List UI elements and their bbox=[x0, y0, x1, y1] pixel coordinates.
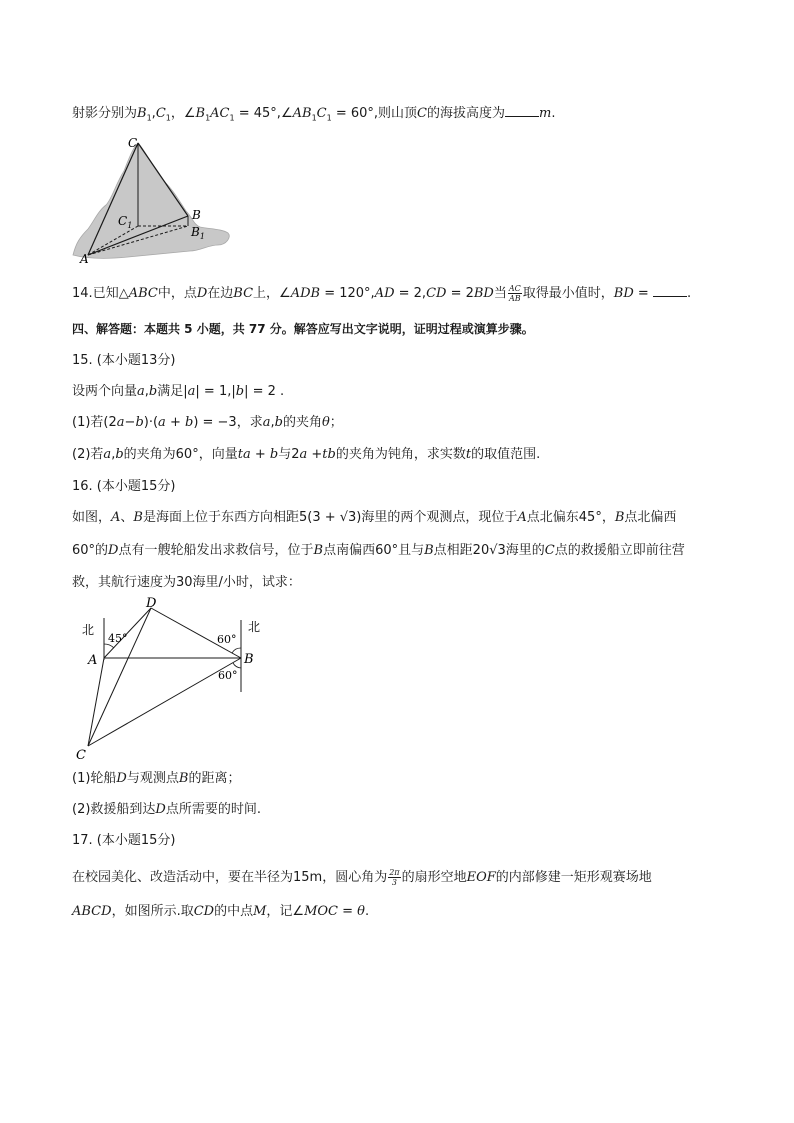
math: CD bbox=[193, 904, 215, 919]
text: = 45°,∠ bbox=[234, 106, 293, 121]
text: 的中点 bbox=[214, 904, 254, 919]
text: 的夹角为60°，向量 bbox=[123, 447, 238, 462]
label-B1-sub: 1 bbox=[199, 232, 205, 241]
math: B bbox=[137, 106, 147, 121]
math: BD bbox=[613, 286, 634, 301]
subscript: 1 bbox=[205, 113, 211, 123]
text: 点所需要的时间. bbox=[165, 802, 261, 817]
q15-line2 bbox=[72, 414, 343, 432]
text: . bbox=[551, 106, 556, 121]
label-C: C bbox=[76, 748, 86, 762]
q16-sub1 bbox=[72, 770, 240, 788]
text: 在边 bbox=[207, 286, 234, 301]
angle-label-60-bottom: 60° bbox=[218, 669, 238, 682]
text: 的夹角为钝角，求实数 bbox=[335, 447, 466, 462]
text: + bbox=[307, 447, 323, 462]
text: ，如图所示.取 bbox=[111, 904, 194, 919]
text: = 2 bbox=[446, 286, 474, 301]
q15-line1 bbox=[72, 383, 284, 401]
math: A bbox=[517, 510, 527, 525]
math: θ bbox=[321, 415, 330, 430]
text: 在校园美化、改造活动中，要在半径为15m，圆心角为 bbox=[72, 870, 388, 885]
q16-line3: 救，其航行速度为30海里/小时，试求： bbox=[72, 575, 301, 590]
label-B1-main: B bbox=[191, 225, 200, 239]
math: AD bbox=[374, 286, 395, 301]
text: ，记∠ bbox=[266, 904, 305, 919]
text: 的夹角 bbox=[282, 415, 322, 430]
subscript: 1 bbox=[326, 113, 332, 123]
fraction-denominator: AB bbox=[509, 294, 521, 303]
text: (1)轮船 bbox=[72, 771, 117, 786]
math: AC bbox=[210, 106, 230, 121]
text: 点相距20√3海里的 bbox=[433, 543, 545, 558]
label-D: D bbox=[146, 596, 157, 611]
math: MOC bbox=[304, 904, 338, 919]
text: ； bbox=[329, 415, 343, 430]
vector-b: b bbox=[235, 384, 245, 399]
math: M bbox=[253, 904, 267, 919]
text: ) = −3，求 bbox=[193, 415, 263, 430]
text: = bbox=[337, 904, 358, 919]
north-label-B: 北 bbox=[248, 620, 261, 634]
math: EOF bbox=[466, 870, 496, 885]
vector-a: a bbox=[137, 384, 145, 399]
math: B bbox=[195, 106, 206, 121]
text: + bbox=[250, 447, 270, 462]
q16-line2 bbox=[72, 542, 685, 560]
mountain-shape bbox=[73, 143, 229, 258]
math: t bbox=[322, 447, 328, 462]
fraction-numerator: AC bbox=[508, 284, 521, 293]
math: B bbox=[133, 510, 143, 525]
text: (2)若 bbox=[72, 447, 104, 462]
vector-a: a bbox=[158, 415, 166, 430]
text: 点有一艘轮船发出求救信号，位于 bbox=[118, 543, 314, 558]
fraction-ac-ab bbox=[508, 284, 522, 303]
vector-b: b bbox=[135, 415, 144, 430]
text: 满足| bbox=[157, 384, 188, 399]
math: BD bbox=[473, 286, 494, 301]
math: C bbox=[155, 106, 166, 121]
vector-b: b bbox=[269, 447, 279, 462]
math: BC bbox=[233, 286, 254, 301]
text: = 60°,则山顶 bbox=[331, 106, 418, 121]
mountain-figure bbox=[68, 133, 238, 265]
q14-line bbox=[72, 284, 691, 303]
text: . bbox=[686, 286, 692, 301]
vector-a: a bbox=[242, 447, 251, 462]
text: + bbox=[165, 415, 185, 430]
vector-a: a bbox=[187, 384, 196, 399]
text: 取得最小值时， bbox=[522, 286, 614, 301]
text: 点北偏东45°， bbox=[526, 510, 615, 525]
angle-arc-B-top bbox=[232, 648, 241, 653]
subscript: 1 bbox=[229, 113, 235, 123]
segment-CD bbox=[88, 608, 151, 746]
math: D bbox=[108, 543, 119, 558]
angle-label-60-top: 60° bbox=[217, 633, 237, 646]
vector-b: b bbox=[274, 415, 283, 430]
answer-blank bbox=[653, 284, 687, 297]
math: C bbox=[316, 106, 327, 121]
label-A: A bbox=[80, 252, 89, 265]
label-C1-sub: 1 bbox=[127, 221, 133, 230]
text: = 120°, bbox=[320, 286, 375, 301]
vector-a: a bbox=[116, 415, 125, 430]
north-label-A: 北 bbox=[82, 623, 95, 637]
text: | = 1,| bbox=[195, 384, 236, 399]
fraction-numerator: 2π bbox=[389, 868, 400, 877]
q16-heading: 16. (本小题15分) bbox=[72, 479, 176, 494]
subscript: 1 bbox=[311, 113, 317, 123]
label-A: A bbox=[88, 653, 98, 668]
q17-line2 bbox=[72, 903, 369, 921]
vector-a: a bbox=[103, 447, 112, 462]
text: 的海拔高度为 bbox=[427, 106, 506, 121]
math: B bbox=[178, 771, 189, 786]
vector-b: b bbox=[148, 384, 158, 399]
text: − bbox=[124, 415, 136, 430]
text: , bbox=[144, 384, 149, 399]
vector-a: a bbox=[299, 447, 308, 462]
vector-b: b bbox=[327, 447, 336, 462]
vector-b: b bbox=[184, 415, 194, 430]
text: )·( bbox=[143, 415, 159, 430]
math: ABC bbox=[128, 286, 158, 301]
math: CD bbox=[426, 286, 447, 301]
label-B: B bbox=[244, 652, 254, 667]
subscript: 1 bbox=[146, 113, 152, 123]
text: 与2 bbox=[278, 447, 300, 462]
text: 射影分别为 bbox=[72, 106, 138, 121]
text: (1)若(2 bbox=[72, 415, 117, 430]
q16-line1 bbox=[72, 509, 676, 527]
math: B bbox=[614, 510, 625, 525]
math: A bbox=[111, 510, 121, 525]
math: C bbox=[417, 106, 427, 121]
text: = bbox=[633, 286, 653, 301]
text: 如图， bbox=[72, 510, 112, 525]
text: , bbox=[111, 447, 116, 462]
text: 的内部修建一矩形观赛场地 bbox=[495, 870, 652, 885]
text: (2)救援船到达 bbox=[72, 802, 156, 817]
text: , bbox=[270, 415, 275, 430]
math: ABCD bbox=[72, 904, 112, 919]
navigation-figure bbox=[76, 594, 276, 762]
answer-blank bbox=[505, 104, 539, 117]
math: B bbox=[424, 543, 434, 558]
q17-line1 bbox=[72, 868, 652, 887]
text: 点北偏西 bbox=[624, 510, 677, 525]
math: AB bbox=[292, 106, 312, 121]
text: 的扇形空地 bbox=[401, 870, 467, 885]
fraction-denominator: 3 bbox=[391, 878, 397, 887]
q15-heading: 15. (本小题13分) bbox=[72, 353, 176, 368]
math: ADB bbox=[290, 286, 321, 301]
text: 中，点 bbox=[157, 286, 197, 301]
text: . bbox=[364, 904, 370, 919]
angle-label-45: 45° bbox=[108, 632, 128, 645]
math: D bbox=[196, 286, 208, 301]
label-C1-main: C bbox=[118, 214, 128, 228]
text: = 2, bbox=[394, 286, 427, 301]
text: 设两个向量 bbox=[72, 384, 138, 399]
question-number: 14. bbox=[72, 286, 93, 301]
text: 与观测点 bbox=[126, 771, 179, 786]
text: 已知△ bbox=[92, 286, 129, 301]
text: 是海面上位于东西方向相距5(3 + √3)海里的两个观测点，现位于 bbox=[142, 510, 518, 525]
text: | = 2 . bbox=[244, 384, 285, 399]
angle-arc-B-bottom bbox=[233, 663, 241, 668]
section-header: 四、解答题：本题共 5 小题，共 77 分。解答应写出文字说明，证明过程或演算步骤。 bbox=[72, 322, 534, 336]
q17-heading: 17. (本小题15分) bbox=[72, 833, 176, 848]
text: 当 bbox=[493, 286, 507, 301]
math: t bbox=[465, 447, 472, 462]
text: 点的救援船立即前往营 bbox=[554, 543, 685, 558]
subscript: 1 bbox=[165, 113, 171, 123]
fraction-2pi-3 bbox=[388, 868, 400, 887]
q16-sub2 bbox=[72, 801, 261, 819]
unit: m bbox=[539, 106, 552, 121]
math: θ bbox=[357, 904, 365, 919]
q13-text-line bbox=[72, 104, 555, 128]
text: 上，∠ bbox=[253, 286, 291, 301]
text: ，∠ bbox=[170, 106, 196, 121]
text: 60°的 bbox=[72, 543, 109, 558]
math: t bbox=[237, 447, 243, 462]
label-C: C bbox=[128, 136, 138, 150]
vector-a: a bbox=[262, 415, 271, 430]
segment-CA bbox=[88, 658, 104, 746]
q15-line3 bbox=[72, 446, 540, 464]
math: B bbox=[313, 543, 324, 558]
text: 点南偏西60°且与 bbox=[323, 543, 425, 558]
text: 的取值范围. bbox=[471, 447, 541, 462]
text: 、 bbox=[120, 510, 134, 525]
label-B: B bbox=[192, 208, 201, 222]
math: D bbox=[155, 802, 166, 817]
math: C bbox=[544, 543, 555, 558]
math: D bbox=[116, 771, 127, 786]
text: , bbox=[151, 106, 156, 121]
text: 的距离； bbox=[188, 771, 241, 786]
vector-b: b bbox=[115, 447, 124, 462]
